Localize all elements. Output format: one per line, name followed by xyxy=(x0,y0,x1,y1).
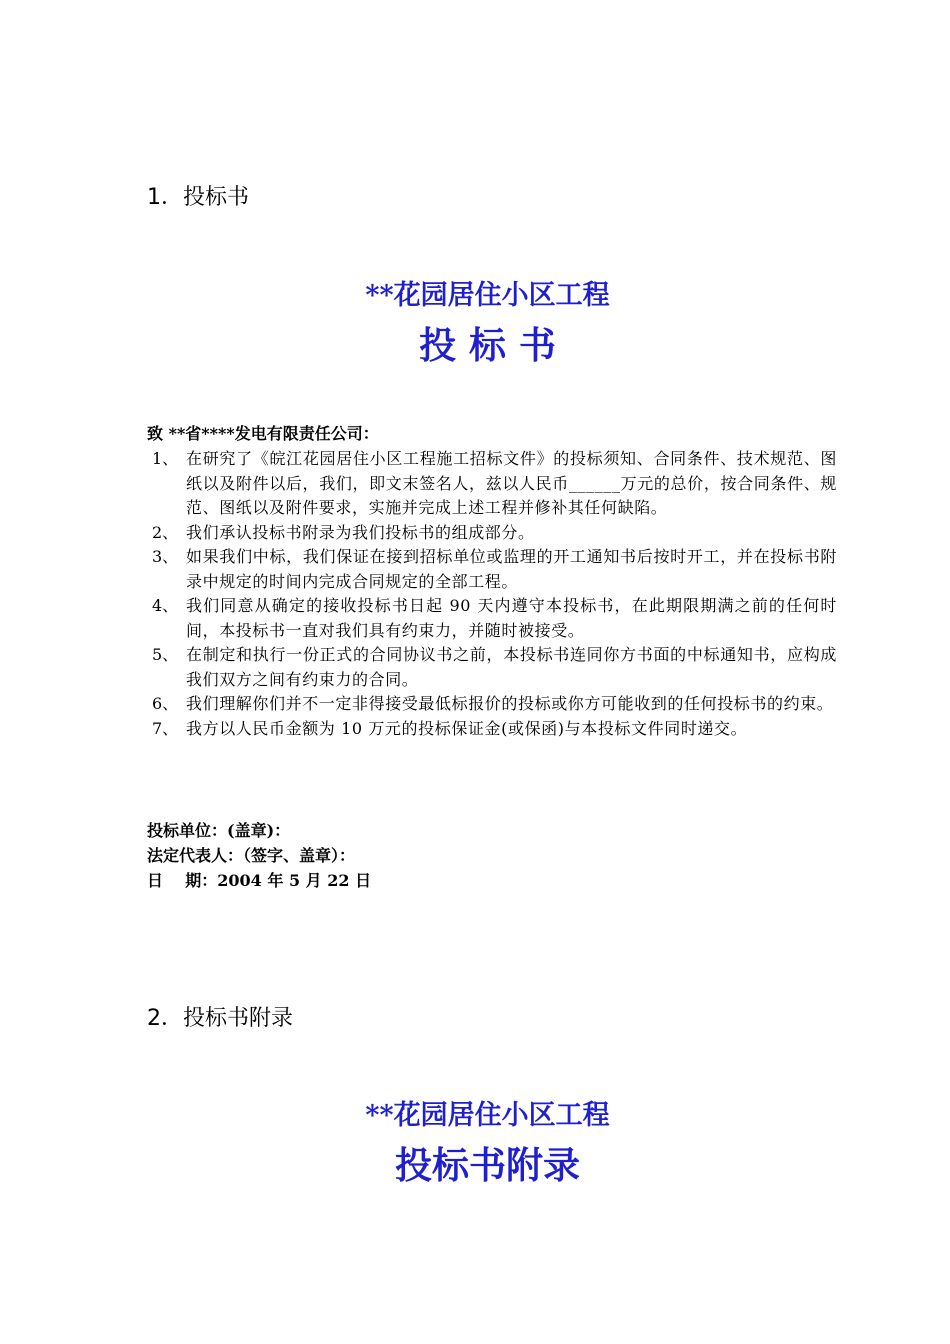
clause-item xyxy=(147,643,837,692)
bidder-seal-line: 投标单位：(盖章)： xyxy=(147,821,291,840)
clause-item xyxy=(147,447,837,521)
clause-item xyxy=(147,717,837,742)
clause-text: 我们理解你们并不一定非得接受最低标报价的投标或你方可能收到的任何投标书的约束。 xyxy=(186,694,834,713)
clause-text: 我们承认投标书附录为我们投标书的组成部分。 xyxy=(186,522,535,542)
addressee-line: 致 **省****发电有限责任公司： xyxy=(147,424,379,443)
legal-representative-line: 法定代表人：（签字、盖章）： xyxy=(147,846,356,865)
clause-text: 我方以人民币金额为 10 万元的投标保证金(或保函)与本投标文件同时递交。 xyxy=(186,718,748,738)
clause-number: 5、 xyxy=(152,645,179,664)
appendix-title: 投标书附录 xyxy=(395,1143,580,1187)
clause-number: 7、 xyxy=(152,718,179,738)
clause-list xyxy=(147,447,837,741)
signature-block xyxy=(147,818,371,893)
section-1-heading: 1．投标书 xyxy=(147,185,249,210)
clause-text: 我们同意从确定的接收投标书日起 90 天内遵守本投标书，在此期限期满之前的任何时间，本投标书一直对我们具有约束力，并随时被接受。 xyxy=(186,596,837,640)
section-2-heading: 2．投标书附录 xyxy=(147,1006,293,1031)
clause-item xyxy=(147,594,837,643)
clause-text: 在研究了《皖江花园居住小区工程施工招标文件》的投标须知、合同条件、技术规范、图纸以及附件以后，我们，即文末签名人，兹以人民币______万元的总价，按合同条件、规范、图纸以及附件要求，实施并完成上述工程并修补其任何缺陷。 xyxy=(186,449,837,517)
clause-number: 2、 xyxy=(152,522,179,542)
project-title: **花园居住小区工程 xyxy=(365,280,610,311)
appendix-project-title: **花园居住小区工程 xyxy=(365,1100,610,1131)
clause-number: 6、 xyxy=(152,694,179,713)
document-title: 投 标 书 xyxy=(419,323,556,367)
clause-number: 3、 xyxy=(152,547,179,566)
date-line: 日 期：2004 年 5 月 22 日 xyxy=(147,871,372,890)
clause-item xyxy=(147,692,837,717)
clause-number: 1、 xyxy=(152,449,179,468)
clause-text: 在制定和执行一份正式的合同协议书之前，本投标书连同你方书面的中标通知书，应构成我们双方之间有约束力的合同。 xyxy=(186,645,837,689)
clause-text: 如果我们中标，我们保证在接到招标单位或监理的开工通知书后按时开工，并在投标书附录中规定的时间内完成合同规定的全部工程。 xyxy=(186,547,837,591)
clause-number: 4、 xyxy=(152,596,179,615)
clause-item xyxy=(147,545,837,594)
clause-item xyxy=(147,521,837,546)
